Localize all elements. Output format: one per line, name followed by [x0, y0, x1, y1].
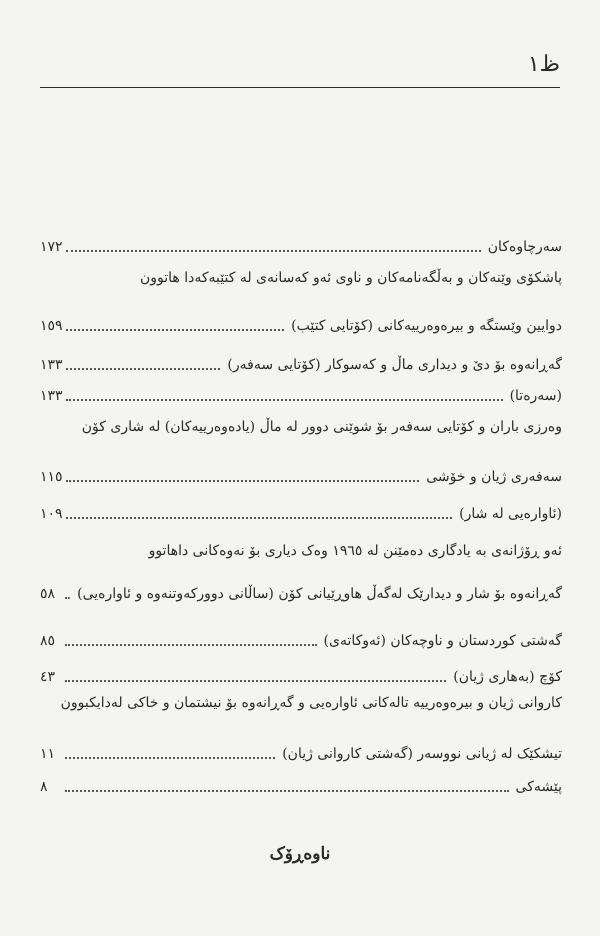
dot-leader [65, 790, 509, 792]
page-number: ظ١ [527, 52, 560, 77]
toc-entry-title: سەرچاوەکان [487, 239, 562, 255]
toc-entry-page: ٤٣ [40, 669, 56, 685]
toc-entry[interactable] [40, 379, 562, 405]
dot-leader [65, 757, 275, 759]
toc-text-line: ئەو ڕۆژانەی بە یادگاری دەمێنن لە ١٩٦٥ وەک دیاری بۆ نەوەکانی داهاتوو [148, 543, 562, 559]
dot-leader [66, 329, 285, 331]
toc-entry-title: (ئەوکاتەی) گەشتی کوردستان و ناوچەکان [323, 633, 562, 649]
section-title: ناوەڕۆک [269, 844, 331, 864]
toc-entry[interactable] [40, 577, 562, 603]
toc-entry-page: ٨٥ [40, 633, 56, 649]
dot-leader [65, 597, 70, 599]
toc-entry-title: (گەشتی کاروانی ژیان) تیشکێک لە ژیانی نووسەر [282, 746, 562, 762]
dot-leader [66, 368, 221, 370]
toc-entry-page: ١٣٣ [40, 357, 63, 373]
toc-entry[interactable] [40, 348, 562, 374]
toc-entry-title: (ئاوارەیی لە شار) [459, 506, 562, 522]
dot-leader [66, 399, 503, 401]
dot-leader [66, 250, 481, 252]
dot-leader [65, 680, 446, 682]
toc-entry-title: دوایین وێستگە و بیرەوەرییەکانی (کۆتایی کتێب) [291, 318, 562, 334]
toc-entry-title: سەفەری ژیان و خۆشی [426, 469, 562, 485]
toc-entry-page: ١٥٩ [40, 318, 63, 334]
toc-entry[interactable] [40, 230, 562, 256]
toc-text-line: وەرزی باران و کۆتایی سەفەر بۆ شوێنی دوور لە ماڵ (یادەوەرییەکان) لە شاری کۆن [81, 419, 562, 435]
header-rule [40, 87, 560, 88]
dot-leader [66, 517, 453, 519]
toc-entry-page: ١١ [40, 746, 56, 762]
toc-entry[interactable] [40, 624, 562, 650]
toc-entry-title: (سەرەتا) [509, 388, 562, 404]
toc-entry-page: ٥٨ [40, 586, 56, 602]
dot-leader [66, 480, 420, 482]
toc-entry[interactable] [40, 460, 562, 486]
toc-text-line: پاشکۆی وێنەکان و بەڵگەنامەکان و ناوی ئەو کەسانەی لە کتێبەکەدا هاتوون [139, 270, 562, 286]
toc-entry[interactable] [40, 770, 562, 796]
toc-entry[interactable] [40, 660, 562, 686]
toc-entry[interactable] [40, 737, 562, 763]
dot-leader [65, 644, 317, 646]
toc-entry-page: ١٧٢ [40, 239, 63, 255]
toc-entry-title: گەڕانەوە بۆ شار و دیدارێک لەگەڵ هاوڕێیانی کۆن (ساڵانی دوورکەوتنەوە و ئاوارەیی) [77, 586, 562, 602]
toc-entry-title: گەڕانەوە بۆ دێ و دیداری ماڵ و کەسوکار (کۆتایی سەفەر) [227, 357, 562, 373]
toc-entry-title: پێشەکی [515, 779, 562, 795]
toc-entry[interactable] [40, 497, 562, 523]
toc-entry-page: ١١٥ [40, 469, 63, 485]
toc-text-line: کاروانی ژیان و بیرەوەرییە تالەکانی ئاوارەیی و گەڕانەوە بۆ نیشتمان و خاکی لەدایکبوون [60, 695, 562, 711]
toc-entry-page: ٨ [40, 779, 48, 795]
toc-entry-page: ١٣٣ [40, 388, 63, 404]
toc-entry-page: ١٠٩ [40, 506, 63, 522]
toc-entry[interactable] [40, 309, 562, 335]
toc-entry-title: (بەهاری ژیان) کۆچ [453, 669, 562, 685]
